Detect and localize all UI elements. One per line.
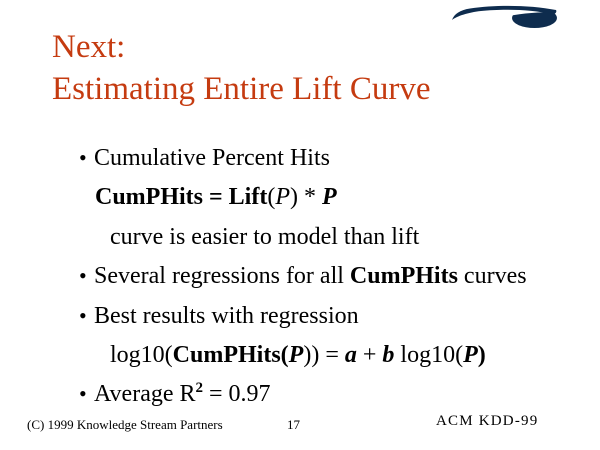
formula-segment: ( <box>280 342 289 368</box>
bullet-icon: • <box>79 263 87 288</box>
bullet-text: Best results with regression <box>94 303 359 329</box>
bullet-text-bold: CumPHits <box>349 263 458 289</box>
bullet-icon: • <box>79 145 87 170</box>
bullet-text: Cumulative Percent Hits <box>94 145 330 171</box>
r-squared-exponent: 2 <box>195 380 204 396</box>
formula-segment: CumPHits <box>172 342 281 368</box>
navy-swoosh-logo <box>446 3 558 30</box>
formula-segment: P <box>322 184 337 210</box>
footer-conference-label: ACM KDD-99 <box>436 413 539 429</box>
subtext: curve is easier to model than lift <box>110 224 420 250</box>
formula-segment: ) * <box>290 184 323 210</box>
formula-segment: P <box>288 342 304 368</box>
title-line-1: Next: <box>52 29 126 65</box>
formula-segment: ( <box>267 184 276 210</box>
bullet-text: curves <box>457 263 527 289</box>
formula-segment: CumPHits = Lift <box>95 184 268 210</box>
formula-segment: log10( <box>110 342 173 368</box>
formula-segment: a <box>344 342 357 368</box>
formula-segment: log10( <box>394 342 464 368</box>
formula-segment: P <box>275 184 291 210</box>
formula-segment: ) <box>477 342 486 368</box>
title-line-2: Estimating Entire Lift Curve <box>52 71 431 107</box>
bullet-text: Several regressions for all <box>94 263 350 289</box>
bullet-text: = 0.97 <box>203 381 271 407</box>
slide-title <box>52 26 431 110</box>
formula-segment: b <box>382 342 395 368</box>
footer-copyright: (C) 1999 Knowledge Stream Partners <box>27 417 223 432</box>
formula-segment: P <box>463 342 478 368</box>
formula-segment: + <box>356 342 383 368</box>
bullet-icon: • <box>79 381 87 406</box>
bullet-icon: • <box>79 303 87 328</box>
bullet-text: Average R <box>94 381 196 407</box>
formula-segment: )) = <box>303 342 345 368</box>
page-number: 17 <box>287 417 300 432</box>
